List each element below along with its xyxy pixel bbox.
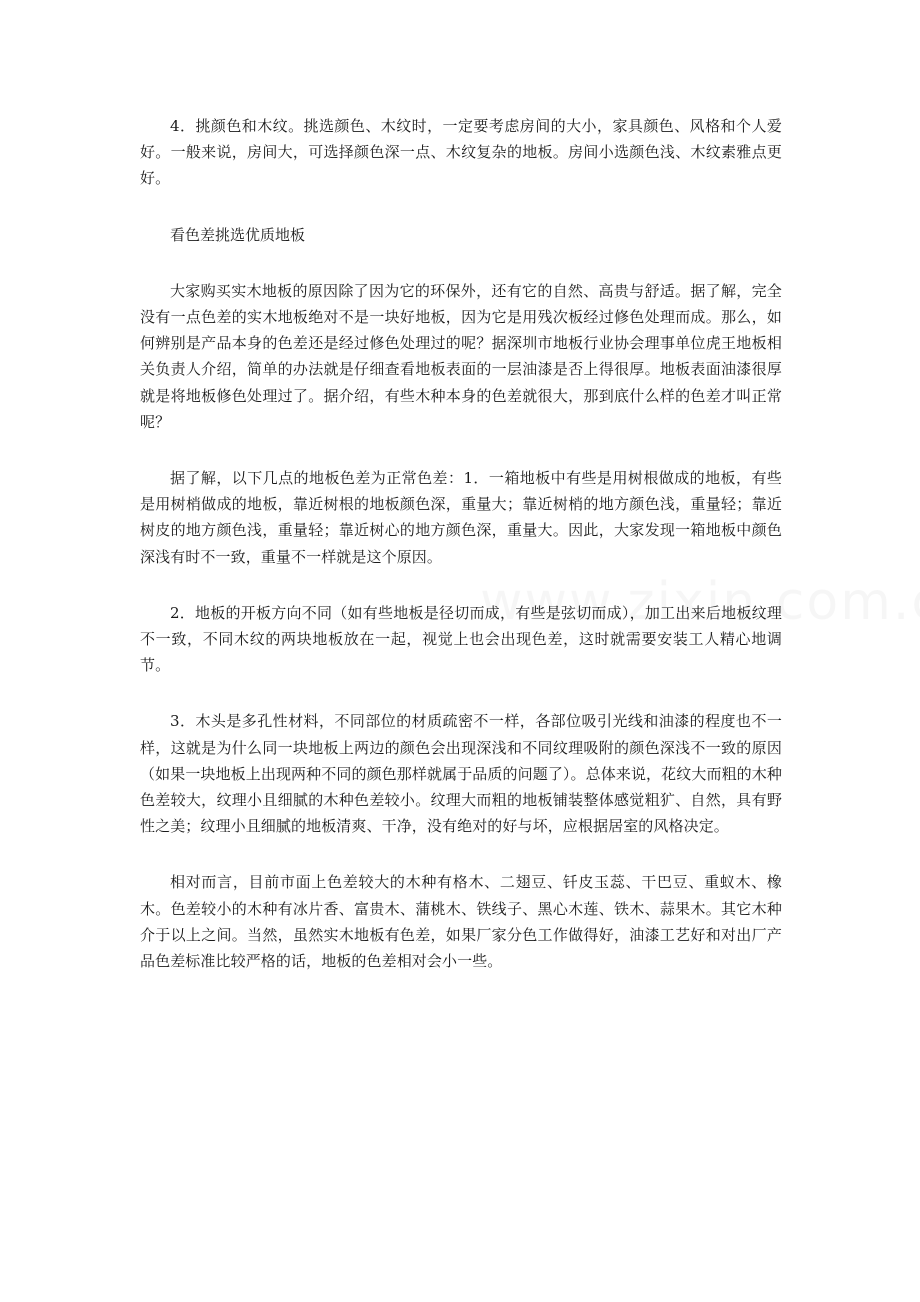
paragraph-point-2: 2．地板的开板方向不同（如有些地板是径切而成，有些是弦切而成），加工出来后地板纹理不一致，不同木纹的两块地板放在一起，视觉上也会出现色差，这时就需要安装工人精心地调节。 [140, 603, 782, 675]
paragraph-point-1: 据了解，以下几点的地板色差为正常色差：1．一箱地板中有些是用树根做成的地板，有些是用树梢做成的地板，靠近树根的地板颜色深，重量大；靠近树梢的地方颜色浅，重量轻；靠近树皮的地方颜色浅，重量轻；靠近树心的地方颜色深，重量大。因此，大家发现一箱地板中颜色深浅有时不一致，重量不一样就是这个原因。 [140, 469, 782, 566]
paragraph-point-3: 3．木头是多孔性材料，不同部位的材质疏密不一样，各部位吸引光线和油漆的程度也不一样，这就是为什么同一块地板上两边的颜色会出现深浅和不同纹理吸附的颜色深浅不一致的原因（如果一块地板上出现两种不同的颜色那样就属于品质的问题了）。总体来说，花纹大而粗的木种色差较大，纹理小且细腻的木种色差较小。纹理大而粗的地板铺装整体感觉粗犷、自然，具有野性之美；纹理小且细腻的地板清爽、干净，没有绝对的好与坏，应根据居室的风格决定。 [140, 712, 782, 836]
paragraph-conclusion: 相对而言，目前市面上色差较大的木种有格木、二翅豆、钎皮玉蕊、干巴豆、重蚁木、橡木。色差较小的木种有冰片香、富贵木、蒲桃木、铁线子、黑心木莲、铁木、蒜果木。其它木种介于以上之间。当然，虽然实木地板有色差，如果厂家分色工作做得好，油漆工艺好和对出厂产品色差标准比较严格的话，地板的色差相对会小一些。 [140, 873, 782, 971]
section-heading: 看色差挑选优质地板 [170, 225, 306, 244]
paragraph-color-grain: 4．挑颜色和木纹。挑选颜色、木纹时，一定要考虑房间的大小，家具颜色、风格和个人爱好。一般来说，房间大，可选择颜色深一点、木纹复杂的地板。房间小选颜色浅、木纹素雅点更好。 [140, 117, 782, 188]
paragraph-intro: 大家购买实木地板的原因除了因为它的环保外，还有它的自然、高贵与舒适。据了解，完全没有一点色差的实木地板绝对不是一块好地板，因为它是用残次板经过修色处理而成。那么，如何辨别是产品本身的色差还是经过修色处理过的呢？据深圳市地板行业协会理事单位虎王地板相关负责人介绍，简单的办法就是仔细查看地板表面的一层油漆是否上得很厚。地板表面油漆很厚就是将地板修色处理过了。据介绍，有些木种本身的色差就很大，那到底什么样的色差才叫正常呢？ [140, 281, 782, 431]
document-body [140, 113, 782, 1004]
